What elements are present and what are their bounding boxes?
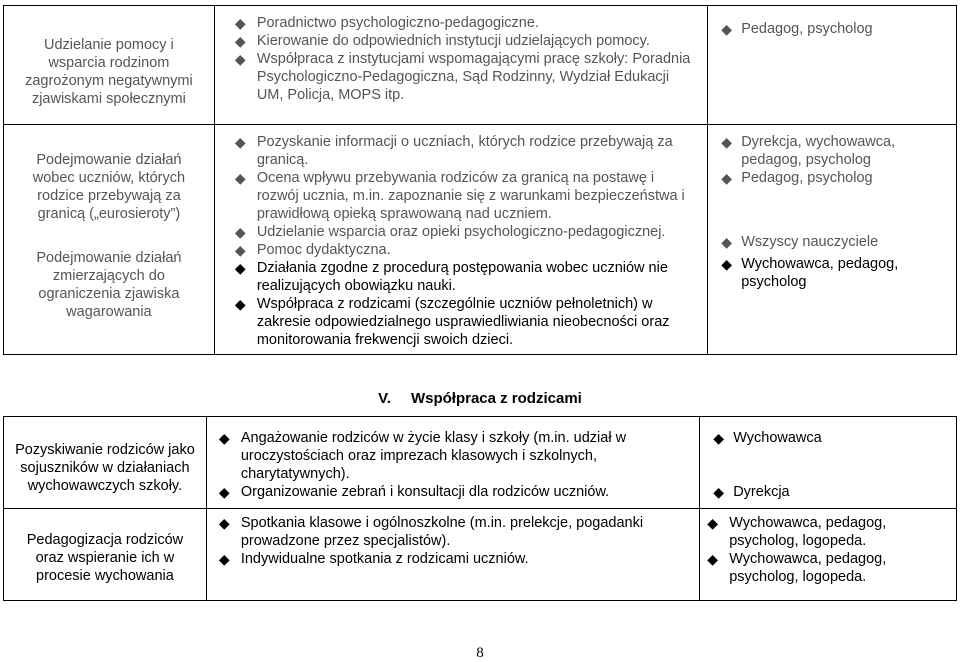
list-item: ◆ Dyrekcja: [713, 484, 790, 500]
list-item: ◆ Wychowawca, pedagog, psycholog, logopeda.: [707, 551, 887, 585]
diamond-bullet-icon: ◆: [218, 515, 230, 531]
task-text: Podejmowanie działań wobec uczniów, których rodzice przebywają za granicą („eurosieroty”): [32, 152, 186, 222]
diamond-bullet-icon: ◆: [713, 484, 724, 500]
task-cell: [4, 6, 215, 125]
support-table: [3, 5, 957, 355]
diamond-bullet-icon: ◆: [721, 170, 732, 186]
parents-table: [3, 416, 957, 601]
list-item: ◆ Udzielanie wsparcia oraz opieki psychologiczno-pedagogicznej.: [234, 224, 666, 240]
table-row: [4, 417, 957, 509]
list-item: ◆ Pozyskanie informacji o uczniach, których rodzice przebywają za granicą.: [234, 134, 673, 168]
list-item: ◆ Wychowawca, pedagog, psycholog: [721, 256, 899, 290]
diamond-bullet-icon: ◆: [234, 260, 246, 276]
diamond-bullet-icon: ◆: [721, 256, 732, 272]
list-item: ◆ Pedagog, psycholog: [721, 170, 873, 186]
actions-cell: [214, 125, 707, 355]
list-item: ◆ Indywidualne spotkania z rodzicami uczniów.: [218, 551, 529, 567]
actions-cell: [206, 417, 699, 509]
list-item: ◆ Dyrekcja, wychowawca, pedagog, psycholog: [721, 134, 896, 168]
table-row: [4, 125, 957, 355]
diamond-bullet-icon: ◆: [234, 224, 246, 240]
list-item: ◆ Pomoc dydaktyczna.: [234, 242, 391, 258]
diamond-bullet-icon: ◆: [707, 515, 718, 531]
diamond-bullet-icon: ◆: [218, 484, 230, 500]
responsible-cell: [700, 417, 957, 509]
diamond-bullet-icon: ◆: [218, 551, 230, 567]
task-cell: [4, 417, 207, 509]
list-item: ◆ Spotkania klasowe i ogólnoszkolne (m.in. prelekcje, pogadanki prowadzone przez specjalistów).: [218, 515, 644, 549]
task-text: Pozyskiwanie rodziców jako sojuszników w działaniach wychowawczych szkoły.: [15, 442, 195, 494]
list-item: ◆ Wychowawca, pedagog, psycholog, logopeda.: [707, 515, 887, 549]
diamond-bullet-icon: ◆: [234, 134, 246, 150]
responsible-cell: [700, 509, 957, 601]
actions-cell: [214, 6, 707, 125]
responsible-cell: [708, 125, 957, 355]
responsible-cell: [708, 6, 957, 125]
task-cell: [4, 125, 215, 355]
diamond-bullet-icon: ◆: [234, 51, 246, 67]
diamond-bullet-icon: ◆: [234, 242, 246, 258]
diamond-bullet-icon: ◆: [234, 296, 246, 312]
diamond-bullet-icon: ◆: [721, 234, 732, 250]
list-item: ◆ Współpraca z instytucjami wspomagającymi pracę szkoły: Poradnia Psychologiczno-Pedagogiczna, Sąd Rodzinny, Wydział Edukacji UM, Policja, MOPS itp.: [234, 51, 691, 103]
task-text: Podejmowanie działań zmierzających do ograniczenia zjawiska wagarowania: [36, 250, 182, 320]
section-heading: [0, 390, 960, 407]
diamond-bullet-icon: ◆: [713, 430, 724, 446]
page-number: 8: [476, 645, 484, 661]
list-item: ◆ Wszyscy nauczyciele: [721, 234, 879, 250]
diamond-bullet-icon: ◆: [721, 21, 732, 37]
actions-cell: [206, 509, 699, 601]
list-item: ◆ Poradnictwo psychologiczno-pedagogiczne.: [234, 15, 539, 31]
section-number: V.: [378, 390, 391, 407]
list-item: ◆ Pedagog, psycholog: [721, 21, 873, 37]
diamond-bullet-icon: ◆: [707, 551, 718, 567]
diamond-bullet-icon: ◆: [234, 33, 246, 49]
diamond-bullet-icon: ◆: [234, 15, 246, 31]
list-item: ◆ Wychowawca: [713, 430, 822, 446]
table-row: [4, 509, 957, 601]
task-text: Udzielanie pomocy i wsparcia rodzinom zagrożonym negatywnymi zjawiskami społecznymi: [25, 37, 193, 107]
list-item: ◆ Ocena wpływu przebywania rodziców za granicą na postawę i rozwój ucznia, m.in. zapoznanie się z warunkami bezpieczeństwa i prawidłową opieką sprawowaną nad uczniem.: [234, 170, 685, 222]
diamond-bullet-icon: ◆: [218, 430, 230, 446]
list-item: ◆ Organizowanie zebrań i konsultacji dla rodziców uczniów.: [218, 484, 610, 500]
list-item: ◆ Angażowanie rodziców w życie klasy i szkoły (m.in. udział w uroczystościach oraz imprezach klasowych i szkolnych, charytatywnych).: [218, 430, 627, 482]
list-item: ◆ Działania zgodne z procedurą postępowania wobec uczniów nie realizujących obowiązku nauki.: [234, 260, 668, 294]
diamond-bullet-icon: ◆: [721, 134, 732, 150]
diamond-bullet-icon: ◆: [234, 170, 246, 186]
list-item: ◆ Współpraca z rodzicami (szczególnie uczniów pełnoletnich) w zakresie odpowiedzialnego usprawiedliwiania nieobecności oraz monitorowania frekwencji swoich dzieci.: [234, 296, 670, 348]
task-text: Pedagogizacja rodziców oraz wspieranie ich w procesie wychowania: [26, 532, 184, 584]
list-item: ◆ Kierowanie do odpowiednich instytucji udzielających pomocy.: [234, 33, 650, 49]
table-row: [4, 6, 957, 125]
task-cell: [4, 509, 207, 601]
section-title: Współpraca z rodzicami: [410, 390, 582, 407]
